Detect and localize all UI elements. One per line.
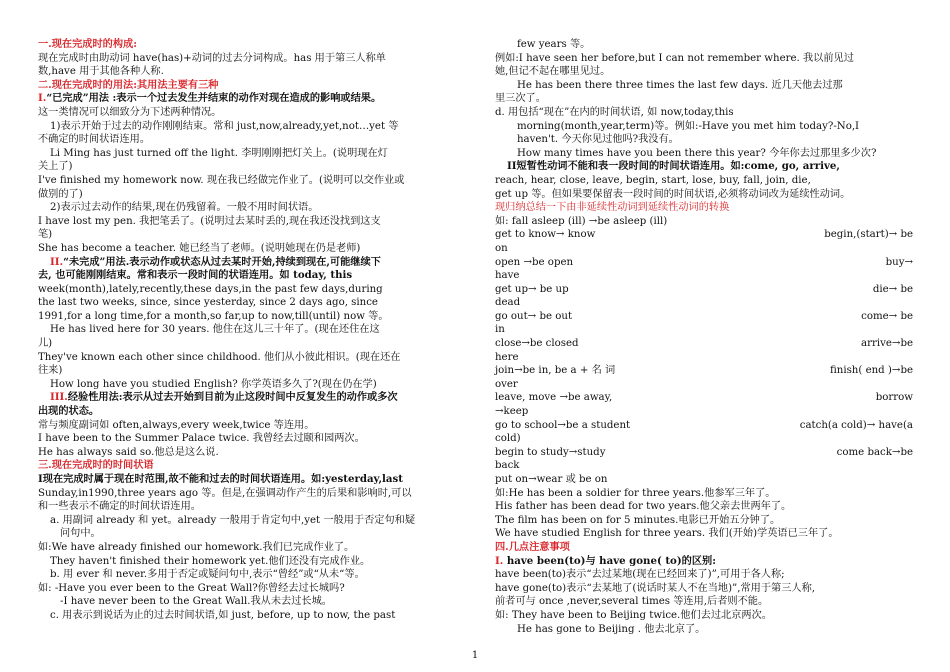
right-line: 现归纳总结一下由非延续性动词到延续性动词的转换 xyxy=(495,202,730,214)
conversion-row xyxy=(495,364,913,378)
right-line: haven't. 今天你见过他吗?我没有。 xyxy=(517,134,679,146)
left-line: 数,have 用于其他各种人称. xyxy=(38,66,164,78)
right_tail-line: He has gone to Beijing . 他去北京了。 xyxy=(517,623,706,635)
right-line: 例如:I have seen her before,but I can not remember where. 我以前见过 xyxy=(495,52,854,64)
conversion-left: close→be closed xyxy=(495,338,579,350)
left-line: 常与频度副词如 often,always,every week,twice 等连用。 xyxy=(38,419,315,431)
conversion-left: join→be in, be a + 名 词 xyxy=(495,365,616,377)
left-line: 做别的了) xyxy=(38,188,83,200)
left-line: 去, 也可能刚刚结束。常和表示一段时间的状语连用。如 today, this xyxy=(38,269,353,282)
conversion-right: catch(a cold)→ have(a xyxy=(799,419,913,431)
conversion-left: begin to study→study xyxy=(495,446,606,458)
conversion-left: get to know→ know xyxy=(495,229,596,241)
left-line: 和一些表示不确定的时间状语连用。 xyxy=(38,501,201,513)
left-line: 1991,for a long time,for a month,so far,up to now,till(until) now 等。 xyxy=(38,310,389,322)
right-tail-section xyxy=(495,473,913,636)
left-line: -I have never been to the Great Wall.我从未去过长城。 xyxy=(60,596,332,608)
conversion-row xyxy=(495,310,913,324)
right-line: get up 等。但如果要保留表一段时间的时间状语,必须将动词改为延续性动词。 xyxy=(495,188,851,200)
conversion-left: leave, move →be away, xyxy=(495,392,613,404)
conversion-right: finish( end )→be xyxy=(829,365,913,377)
left-line: I现在完成时属于现在时范围,故不能和过去的时间状语连用。如:yesterday,last xyxy=(38,473,403,485)
verb-conversion-list xyxy=(495,228,913,473)
conversion-row xyxy=(495,391,913,405)
left-line: 笔) xyxy=(38,229,53,241)
conversion-left: over xyxy=(495,378,518,390)
left-line: 二.现在完成时的用法:其用法主要有三种 xyxy=(38,78,219,91)
page-number: 1 xyxy=(471,650,479,661)
left-line: He has always said so.他总是这么说. xyxy=(38,446,219,458)
right-line: 如: fall asleep (ill) →be asleep (ill) xyxy=(495,215,668,227)
right-line: reach, hear, close, leave, begin, start, lose, buy, fall, join, die, xyxy=(495,174,811,186)
left-line: 如:We have already finished our homework.我们已完成作业了。 xyxy=(38,541,355,553)
right-line: 她,但记不起在哪里见过。 xyxy=(495,66,611,78)
conversion-row xyxy=(495,419,913,433)
left-column xyxy=(38,38,462,623)
conversion-left: here xyxy=(495,351,519,363)
left-line: They've known each other since childhood. 他们从小彼此相识。(现在还在 xyxy=(38,351,401,363)
conversion-row xyxy=(495,337,913,351)
right_tail-line: I. have been(to)与 have gone( to)的区别: xyxy=(495,554,716,567)
left-line: I've finished my homework now. 现在我已经做完作业了。(说明可以交作业或 xyxy=(38,174,405,186)
conversion-left: in xyxy=(495,324,505,336)
conversion-row xyxy=(495,323,913,337)
left-line: 如: -Have you ever been to the Great Wall?你曾经去过长城吗? xyxy=(38,582,345,594)
right_tail-line: We have studied English for three years. 我们(开始)学英语已三年了。 xyxy=(495,528,839,540)
right_tail-line: have been(to)表示“去过某地(现在已经回来了)”,可用于各人称; xyxy=(495,569,785,581)
right-column xyxy=(495,38,913,636)
conversion-right: die→ be xyxy=(872,283,913,295)
left-line: I have lost my pen. 我把笔丢了。(说明过去某时丢的,现在我还没找到这支 xyxy=(38,215,381,227)
conversion-row xyxy=(495,351,913,365)
conversion-left: open →be open xyxy=(495,256,574,268)
right-top-section xyxy=(495,38,913,228)
left-line: 出现的状态。 xyxy=(38,405,100,418)
left-line: 现在完成时由助动词 have(has)+动词的过去分词构成。has 用于第三人称单 xyxy=(38,52,386,64)
conversion-row xyxy=(495,446,913,460)
right_tail-line: 如: They have been to Beijing twice.他们去过北京两次。 xyxy=(495,609,772,621)
right-line: morning(month,year,term)等。例如:-Have you met him today?-No,I xyxy=(517,120,860,132)
left-line: They haven't finished their homework yet.他们还没有完成作业。 xyxy=(50,555,371,567)
left-line: Sunday,in1990,three years ago 等。但是,在强调动作产生的后果和影响时,可以 xyxy=(38,487,412,499)
right_tail-line: 前者可与 once ,never,several times 等连用,后者则不能。 xyxy=(495,596,769,608)
left-line: Li Ming has just turned off the light. 李明刚刚把灯关上。(说明现在灯 xyxy=(50,147,388,159)
left-line: 三.现在完成时的时间状语 xyxy=(38,459,154,472)
left-line: week(month),lately,recently,these days,in the past few days,during xyxy=(38,283,383,295)
conversion-left: on xyxy=(495,242,508,254)
conversion-row xyxy=(495,405,913,419)
left-line: 这一类情况可以细致分为下述两种情况。 xyxy=(38,106,222,118)
conversion-left: dead xyxy=(495,297,521,309)
left-line: c. 用表示到说话为止的过去时间状语,如 just, before, up to now, the past xyxy=(50,609,396,621)
conversion-row xyxy=(495,283,913,297)
conversion-left: have xyxy=(495,270,520,282)
left-line: 2)表示过去动作的结果,现在仍残留着。一般不用时间状语。 xyxy=(50,202,319,214)
conversion-right: begin,(start)→ be xyxy=(824,229,913,241)
conversion-row xyxy=(495,432,913,446)
conversion-row xyxy=(495,378,913,392)
conversion-right: come→ be xyxy=(861,310,913,322)
right-line: few years 等。 xyxy=(517,39,591,50)
right-line: 里三次了。 xyxy=(495,93,546,105)
conversion-row xyxy=(495,242,913,256)
left-line: 儿) xyxy=(38,338,53,350)
right_tail-line: 四.几点注意事项 xyxy=(495,540,570,553)
conversion-row xyxy=(495,459,913,473)
left-line: I have been to the Summer Palace twice. 我曾经去过颐和园两次。 xyxy=(38,433,365,445)
left-line: b. 用 ever 和 never.多用于否定或疑问句中,表示“曾经”或“从未“等。 xyxy=(50,569,365,581)
left-line: 一.现在完成时的构成: xyxy=(38,38,137,50)
right_tail-line: put on→wear 或 be on xyxy=(495,474,608,485)
conversion-row xyxy=(495,296,913,310)
left-line: 1)表示开始于过去的动作刚刚结束。常和 just,now,already,yet,not…yet 等 xyxy=(50,120,399,132)
conversion-right: come back→be xyxy=(836,446,913,458)
right_tail-line: have gone(to)表示“去某地了(说话时某人不在当地)”,常用于第三人称, xyxy=(495,582,816,594)
conversion-right: buy→ xyxy=(885,256,913,268)
conversion-left: go to school→be a student xyxy=(495,419,631,431)
right-line: II短暂性动词不能和表一段时间的时间状语连用。如:come, go, arrive, xyxy=(507,160,840,173)
conversion-right: borrow xyxy=(875,392,913,404)
right-line: d. 用包括“现在”在内的时间状语, 如 now,today,this xyxy=(495,106,734,118)
left-line: II.“未完成”用法.表示动作或状态从过去某时开始,持续到现在,可能继续下 xyxy=(50,255,381,268)
left-line: a. 用副词 already 和 yet。already 一般用于肯定句中,yet 一般用于否定句和疑 xyxy=(50,514,416,526)
conversion-row xyxy=(495,256,913,270)
left-line: 问句中。 xyxy=(60,528,101,540)
left-line: He has lived here for 30 years. 他住在这儿三十年了。(现在还住在这 xyxy=(50,324,380,336)
left-line: III.经验性用法:表示从过去开始到目前为止这段时间中反复发生的动作或多次 xyxy=(50,391,398,404)
conversion-row xyxy=(495,269,913,283)
left-line: 往来) xyxy=(38,365,63,377)
left-line: 关上了) xyxy=(38,161,73,173)
left-line: How long have you studied English? 你学英语多久了?(现在仍在学) xyxy=(50,378,377,390)
right-line: He has been there three times the last few days. 近几天他去过那 xyxy=(517,79,843,91)
right_tail-line: 如:He has been a soldier for three years.他参军三年了。 xyxy=(495,487,776,499)
left-line: She has become a teacher. 她已经当了老师。(说明她现在仍是老师) xyxy=(38,242,361,254)
right_tail-line: His father has been dead for two years.他父亲去世两年了。 xyxy=(495,501,792,513)
conversion-left: go out→ be out xyxy=(495,310,573,322)
left-line: the last two weeks, since, since yesterday, since 2 days ago, since xyxy=(38,297,378,309)
left-line: I.“已完成”用法 :表示一个过去发生并结束的动作对现在造成的影响或结果。 xyxy=(38,92,382,105)
conversion-left: cold) xyxy=(495,433,521,445)
right_tail-line: The film has been on for 5 minutes.电影已开始五分钟了。 xyxy=(495,514,781,526)
conversion-row xyxy=(495,228,913,242)
left-line: 不确定的时间状语连用。 xyxy=(38,134,151,146)
conversion-left: →keep xyxy=(495,406,529,418)
conversion-right: arrive→be xyxy=(861,338,913,350)
right-line: How many times have you been there this year? 今年你去过那里多少次? xyxy=(517,147,877,159)
conversion-left: get up→ be up xyxy=(495,283,569,295)
conversion-left: back xyxy=(495,460,520,472)
